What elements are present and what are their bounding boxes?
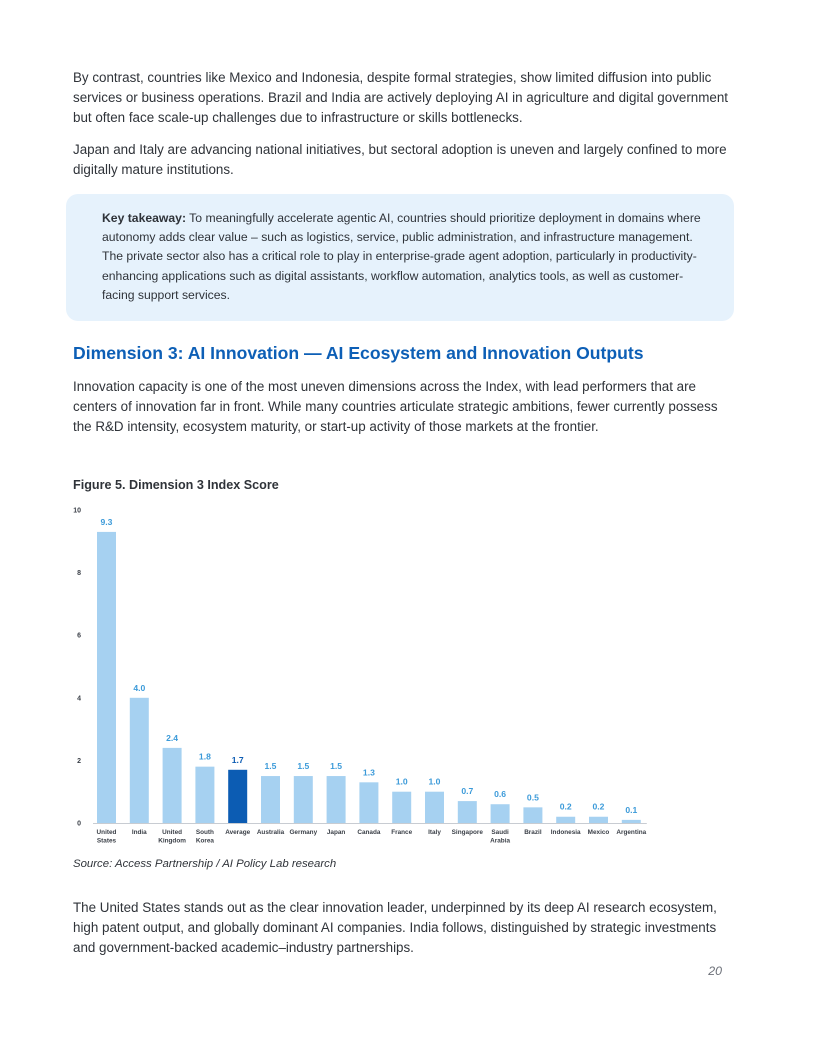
data-label: 1.8 — [198, 751, 211, 762]
bar-chart — [60, 500, 680, 850]
x-tick-label-line: States — [96, 837, 117, 845]
data-label: 0.1 — [625, 804, 638, 815]
y-tick-label: 8 — [77, 570, 81, 578]
body-paragraph: The United States stands out as the clear innovation leader, underpinned by its deep AI research ecosystem, high patent output, and globally dominant AI companies. India follows, distinguished by strategic investments and government-backed academic–industry partnerships. — [73, 900, 717, 955]
body-paragraph: Innovation capacity is one of the most uneven dimensions across the Index, with lead performers that are centers of innovation far in front. While many countries articulate strategic ambitions, fewer currently possess the R&D intensity, ecosystem maturity, or start-up activity of those markets at the frontier. — [73, 379, 718, 434]
y-tick-label: 4 — [77, 695, 81, 703]
data-label: 0.6 — [494, 789, 507, 800]
bar — [97, 532, 116, 823]
x-tick-label — [452, 829, 484, 836]
x-tick-label — [257, 829, 285, 836]
x-tick-label-line: Australia — [256, 829, 285, 836]
x-tick-label — [289, 829, 317, 836]
y-tick-label: 0 — [77, 820, 81, 828]
x-tick-label — [327, 829, 346, 836]
x-tick-label — [428, 829, 441, 836]
x-tick-label-line: Kingdom — [158, 837, 186, 845]
x-tick-label — [588, 829, 610, 836]
bar — [589, 817, 608, 823]
bar — [195, 767, 214, 823]
data-label: 4.0 — [133, 682, 146, 693]
x-tick-label-line: Mexico — [587, 829, 610, 836]
key-takeaway-callout — [66, 194, 734, 321]
bar — [425, 792, 444, 823]
bar — [392, 792, 411, 823]
x-tick-label-line: Italy — [428, 829, 441, 836]
x-tick-label-line: Argentina — [616, 829, 647, 836]
body-paragraph: Japan and Italy are advancing national initiatives, but sectoral adoption is uneven and largely confined to more digitally mature institutions. — [73, 142, 727, 177]
x-tick-label-line: France — [391, 829, 413, 836]
bar — [556, 817, 575, 823]
x-tick-label-line: Indonesia — [550, 829, 581, 836]
data-label: 1.5 — [297, 761, 310, 772]
data-label: 0.5 — [526, 792, 539, 803]
x-tick-label — [97, 829, 117, 844]
body-paragraph: By contrast, countries like Mexico and Indonesia, despite formal strategies, show limited diffusion into public services or business operations. Brazil and India are actively deploying AI in agriculture and digital government but often face scale-up challenges due to infrastructure or skills bottlenecks. — [73, 70, 729, 125]
data-label: 1.0 — [428, 776, 441, 787]
page-number: 20 — [708, 964, 722, 978]
data-label: 0.2 — [559, 801, 572, 812]
bar — [458, 801, 477, 823]
x-tick-label-line: United — [162, 829, 183, 836]
data-label: 1.3 — [362, 767, 375, 778]
x-tick-label-line: Korea — [195, 837, 214, 845]
x-tick-label — [490, 829, 510, 844]
data-label: 1.5 — [264, 761, 277, 772]
bar — [130, 698, 149, 823]
bar — [491, 804, 510, 823]
x-tick-label-line: South — [195, 829, 214, 836]
x-tick-label — [357, 829, 381, 836]
bar — [622, 820, 641, 823]
x-tick-label-line: Saudi — [491, 829, 509, 836]
bar — [523, 807, 542, 823]
x-tick-label-line: India — [131, 829, 147, 836]
data-label: 2.4 — [166, 732, 179, 743]
section-heading: Dimension 3: AI Innovation — AI Ecosystem and Innovation Outputs — [73, 343, 644, 363]
x-tick-label — [196, 829, 215, 844]
y-tick-label: 2 — [77, 757, 81, 765]
y-tick-label: 6 — [77, 632, 81, 640]
x-tick-label-line: Average — [225, 829, 251, 836]
x-tick-label — [551, 829, 581, 836]
x-tick-label-line: Japan — [326, 829, 346, 836]
x-tick-label — [225, 829, 250, 836]
x-tick-label-line: United — [96, 829, 117, 836]
x-tick-label — [616, 829, 646, 836]
callout-text — [102, 209, 704, 305]
callout-label: Key takeaway: — [102, 211, 187, 225]
data-label: 0.2 — [592, 801, 605, 812]
y-tick-label: 10 — [73, 507, 81, 515]
figure-title: Figure 5. Dimension 3 Index Score — [73, 478, 279, 492]
bar — [294, 776, 313, 823]
x-tick-label — [132, 829, 147, 836]
bar — [261, 776, 280, 823]
x-tick-label-line: Brazil — [524, 829, 542, 836]
callout-body: To meaningfully accelerate agentic AI, countries should prioritize deployment in domains where autonomy adds clear value – such as logistics, service, public administration, and infrastructure management. The private sector also has a critical role to play in enterprise-grade agent adoption, particularly in productivity-enhancing applications such as digital assistants, workflow automation, analytics tools, as well as customer-facing support services. — [102, 211, 701, 302]
x-tick-label — [391, 829, 412, 836]
bar — [359, 782, 378, 823]
x-tick-label-line: Germany — [289, 829, 318, 836]
x-tick-label — [158, 829, 186, 844]
data-label: 0.7 — [461, 786, 474, 797]
bar — [228, 770, 247, 823]
data-label: 1.7 — [231, 754, 244, 765]
data-label: 1.5 — [330, 761, 343, 772]
source-note: Source: Access Partnership / AI Policy Lab research — [73, 858, 337, 870]
x-tick-label-line: Singapore — [451, 829, 483, 836]
x-tick-label — [524, 829, 542, 836]
bar — [327, 776, 346, 823]
x-tick-label-line: Arabia — [490, 837, 511, 845]
bar — [163, 748, 182, 823]
data-label: 9.3 — [100, 516, 113, 527]
x-tick-label-line: Canada — [357, 829, 381, 836]
data-label: 1.0 — [395, 776, 408, 787]
